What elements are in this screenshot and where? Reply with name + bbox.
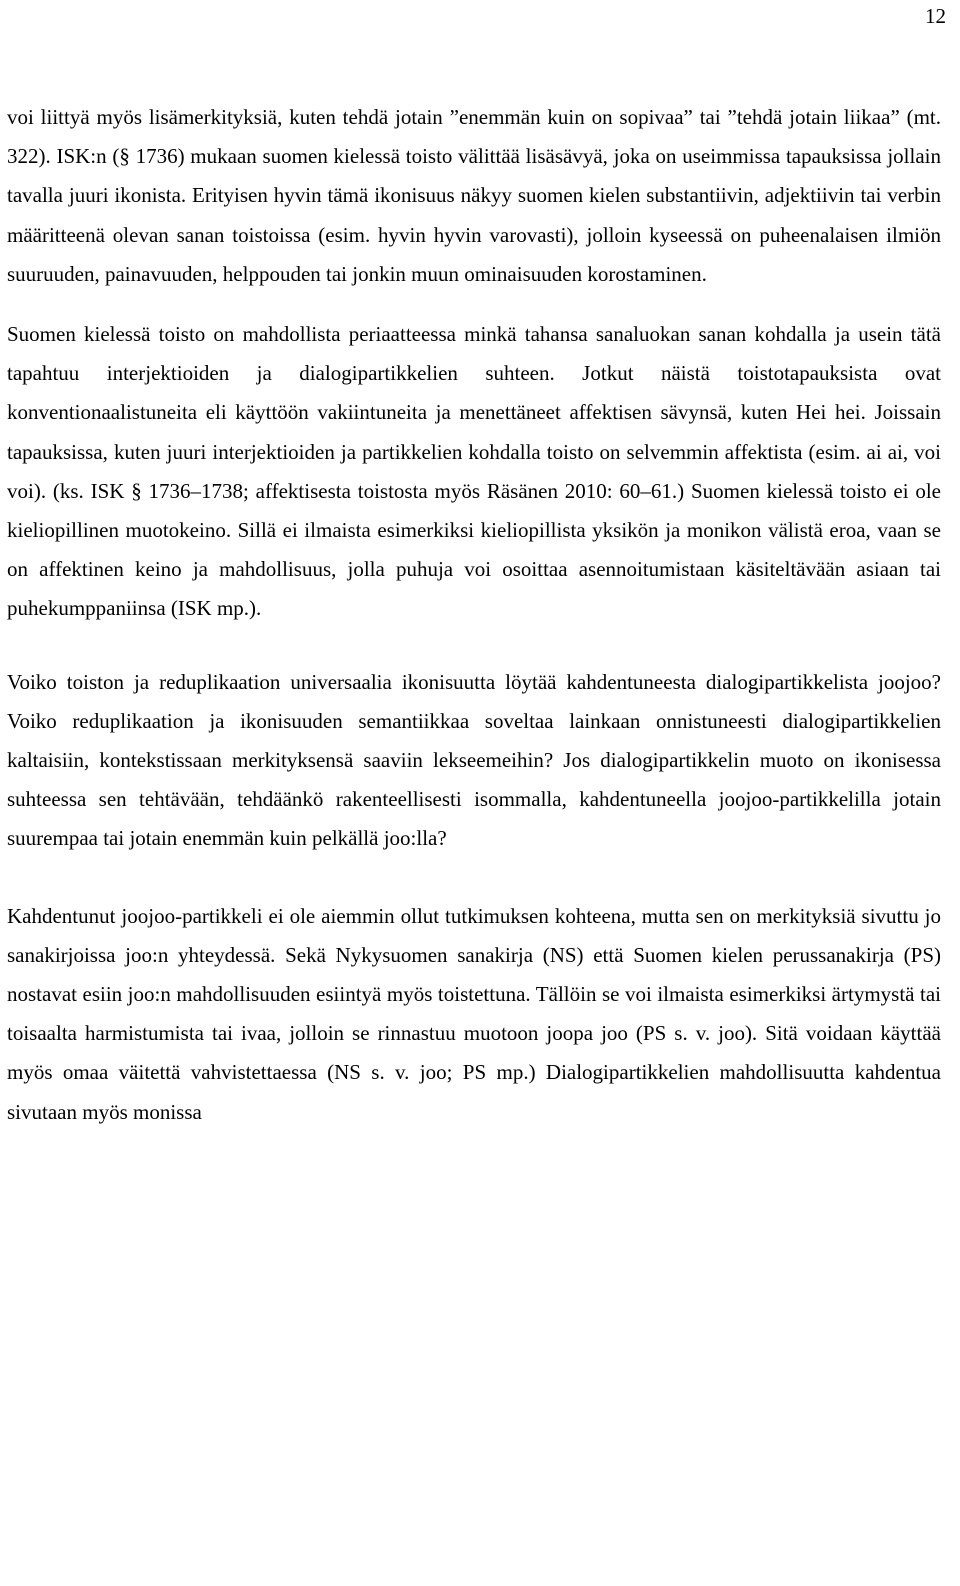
body-text — [7, 98, 941, 1132]
paragraph-2: Suomen kielessä toisto on mahdollista periaatteessa minkä tahansa sanaluokan sanan kohdalla ja usein tätä tapahtuu interjektioiden ja dialogipartikkelien suhteen. Jotkut näistä toistotapauksista ovat konventionaalistuneita eli käyttöön vakiintuneita ja menettäneet affektisen sävynsä, kuten Hei hei. Joissain tapauksissa, kuten juuri interjektioiden ja partikkelien kohdalla toisto on selvemmin affektista (esim. ai ai, voi voi). (ks. ISK § 1736–1738; affektisesta toistosta myös Räsänen 2010: 60–61.) Suomen kielessä toisto ei ole kieliopillinen muotokeino. Sillä ei ilmaista esimerkiksi kieliopillista yksikön ja monikon välistä eroa, vaan se on affektinen keino ja mahdollisuus, jolla puhuja voi osoittaa asennoitumistaan käsiteltävään asiaan tai puhekumppaniinsa (ISK mp.). — [7, 322, 941, 621]
paragraph-4: Kahdentunut joojoo-partikkeli ei ole aiemmin ollut tutkimuksen kohteena, mutta sen on merkityksiä sivuttu jo sanakirjoissa joo:n yhteydessä. Sekä Nykysuomen sanakirja (NS) että Suomen kielen perussanakirja (PS) nostavat esiin joo:n mahdollisuuden esiintyä myös toistettuna. Tällöin se voi ilmaista esimerkiksi ärtymystä tai toisaalta harmistumista tai ivaa, jolloin se rinnastuu muotoon joopa joo (PS s. v. joo). Sitä voidaan käyttää myös omaa väitettä vahvistettaessa (NS s. v. joo; PS mp.) Dialogipartikkelien mahdollisuutta kahdentua sivutaan myös monissa — [7, 903, 941, 1124]
paragraph-3: Voiko toiston ja reduplikaation universaalia ikonisuutta löytää kahdentuneesta dialogipartikkelista joojoo? Voiko reduplikaation ja ikonisuuden semantiikkaa soveltaa lainkaan onnistuneesti dialogipartikkelien kaltaisiin, kontekstissaan merkityksensä saaviin lekseemeihin? Jos dialogipartikkelin muoto on ikonisessa suhteessa sen tehtävään, tehdäänkö rakenteellisesti isommalla, kahdentuneella joojoo-partikkelilla jotain suurempaa tai jotain enemmän kuin pelkällä joo:lla? — [7, 669, 941, 851]
paragraph-1: voi liittyä myös lisämerkityksiä, kuten tehdä jotain ”enemmän kuin on sopivaa” tai ”tehdä jotain liikaa” (mt. 322). ISK:n (§ 1736) mukaan suomen kielessä toisto välittää lisäsävyä, joka on useimmissa tapauksissa jollain tavalla juuri ikonista. Erityisen hyvin tämä ikonisuus näkyy suomen kielen substantiivin, adjektiivin tai verbin määritteenä olevan sanan toistoissa (esim. hyvin hyvin varovasti), jolloin kyseessä on puheenalaisen ilmiön suuruuden, painavuuden, helppouden tai jonkin muun ominaisuuden korostaminen. — [7, 105, 941, 286]
page-number: 12 — [925, 4, 946, 28]
